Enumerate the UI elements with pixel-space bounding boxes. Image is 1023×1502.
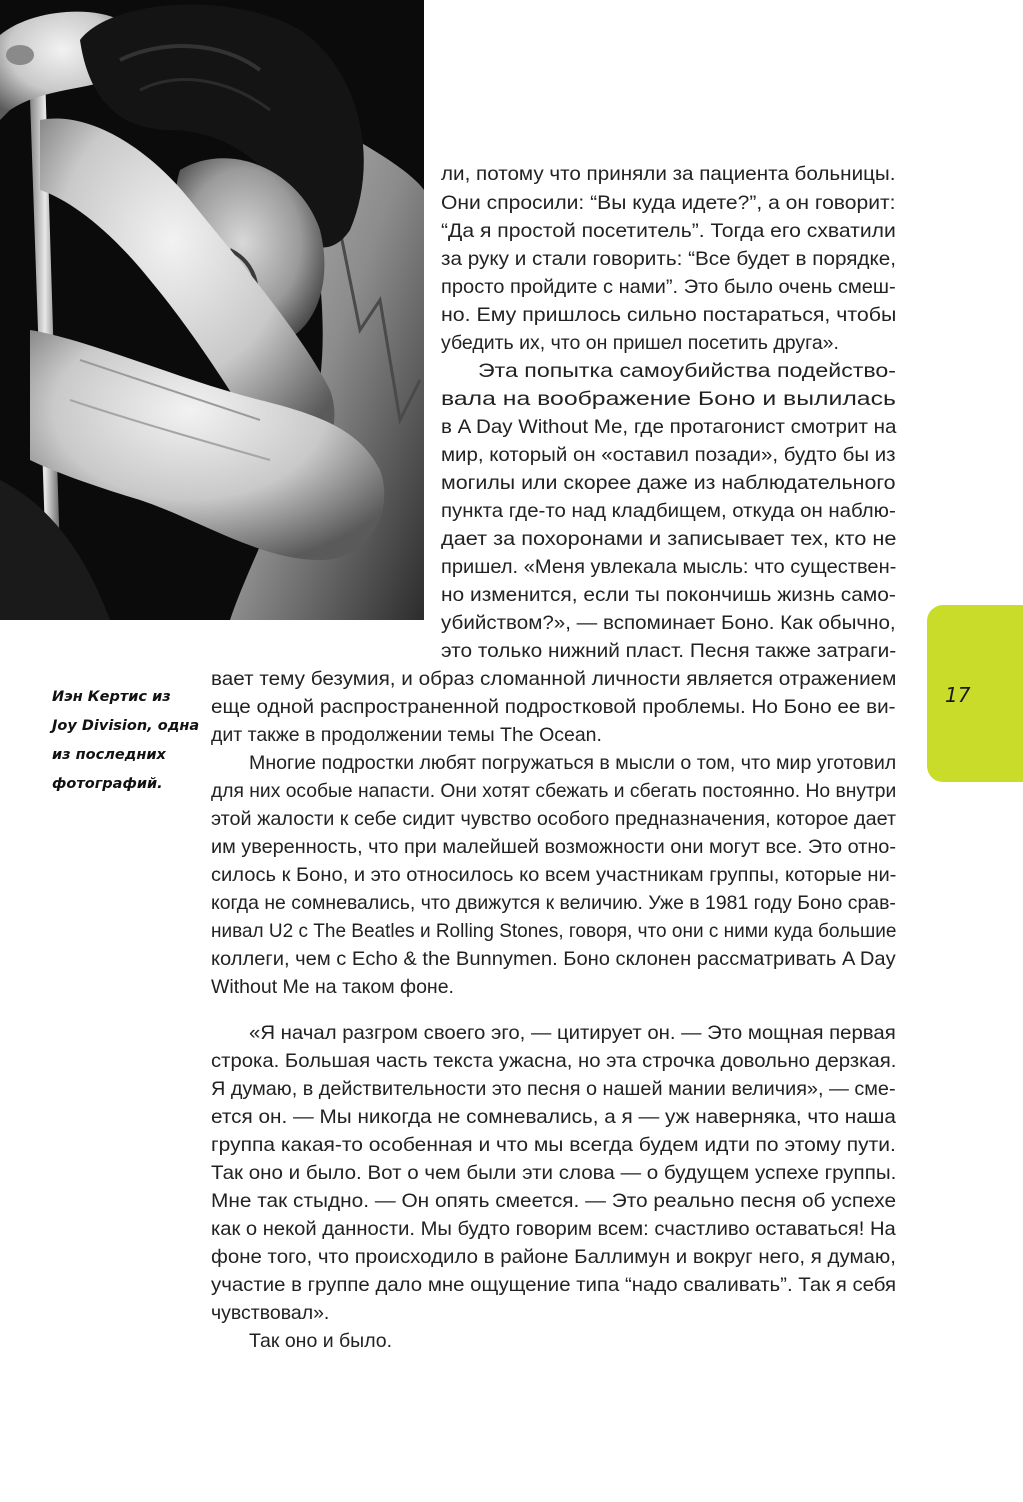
text-line: как о некой данности. Мы будто говорим всем: счастливо оставаться! На: [211, 1218, 896, 1240]
page-number: 17: [945, 683, 971, 707]
text-line: коллеги, чем с Echo & the Bunnymen. Боно склонен рассматривать A Day: [211, 948, 896, 970]
text-line: мир, который он «оставил позади», будто бы из: [441, 444, 896, 466]
caption-line: из последних: [52, 747, 166, 763]
text-line: ется он. — Мы никогда не сомневались, а я — уж наверняка, что наша: [211, 1106, 896, 1128]
text-line: но. Ему пришлось сильно постараться, чтобы: [441, 304, 897, 326]
text-line: убийством?», — вспоминает Боно. Как обычно,: [441, 612, 896, 634]
text-line: участие в группе дало мне ощущение типа “надо сваливать”. Так я себя: [211, 1274, 897, 1296]
text-line: для них особые напасти. Они хотят сбежать и сбегать постоянно. Но внутри: [211, 780, 897, 802]
text-line: вает тему безумия, и образ сломанной личности является отражением: [211, 668, 897, 690]
text-line: Так оно и было. Вот о чем были эти слова — о будущем успехе группы.: [211, 1162, 897, 1184]
text-line: нивал U2 с The Beatles и Rolling Stones, говоря, что они с ними куда большие: [211, 920, 897, 942]
text-line: еще одной распространенной подростковой проблемы. Но Боно ее ви-: [211, 696, 896, 718]
text-line: дит также в продолжении темы The Ocean.: [211, 724, 602, 746]
caption-line: фотографий.: [52, 776, 163, 792]
photo-caption: [52, 683, 212, 799]
text-line: Так оно и было.: [249, 1330, 393, 1352]
ian-curtis-photo: [0, 0, 424, 620]
text-line: пункта где-то над кладбищем, откуда он наблю-: [441, 500, 896, 522]
text-line: «Я начал разгром своего эго, — цитирует он. — Это мощная первая: [249, 1022, 896, 1044]
text-line: это только нижний пласт. Песня также затраги-: [441, 640, 897, 662]
text-line: Я думаю, в действительности это песня о нашей мании величия», — сме-: [211, 1078, 896, 1100]
text-line: но изменится, если ты покончишь жизнь само-: [441, 584, 896, 606]
text-line: Мне так стыдно. — Он опять смеется. — Это реально песня об успехе: [211, 1190, 897, 1212]
text-line: силось к Боно, и это относилось ко всем участникам группы, которые ни-: [211, 864, 897, 886]
text-line: группа какая-то особенная и что мы всегда будем идти по этому пути.: [211, 1134, 896, 1156]
text-line: за руку и стали говорить: “Все будет в порядке,: [441, 248, 897, 270]
text-line: им уверенность, что при малейшей возможности они могут все. Это отно-: [211, 836, 896, 858]
text-line: могилы или скорее даже из наблюдательного: [441, 472, 896, 494]
text-line: когда не сомневались, что движутся к величию. Уже в 1981 году Боно срав-: [211, 892, 896, 914]
text-line: просто пройдите с нами”. Это было очень смеш-: [441, 276, 896, 298]
text-line: строка. Большая часть текста ужасна, но эта строчка довольно дерзкая.: [211, 1050, 897, 1072]
text-line: ли, потому что приняли за пациента больницы.: [441, 163, 896, 185]
text-line: фоне того, что происходило в районе Баллимун и вокруг него, я думаю,: [211, 1246, 896, 1268]
text-line: этой жалости к себе сидит чувство особого предназначения, которое дает: [211, 808, 897, 830]
text-line: чувствовал».: [211, 1302, 330, 1324]
text-line: пришел. «Меня увлекала мысль: что существен-: [441, 556, 897, 578]
text-line: убедить их, что он пришел посетить друга».: [441, 332, 839, 354]
text-line: Многие подростки любят погружаться в мысли о том, что мир уготовил: [249, 752, 897, 774]
text-line: дает за похоронами и записывает тех, кто не: [441, 528, 897, 550]
text-line: Они спросили: “Вы куда идете?”, а он говорит:: [441, 192, 896, 214]
caption-line: Иэн Кертис из: [52, 689, 171, 705]
text-line: “Да я простой посетитель”. Тогда его схватили: [441, 220, 896, 242]
text-line: в A Day Without Me, где протагонист смотрит на: [441, 416, 897, 438]
text-line: вала на воображение Боно и вылилась: [441, 388, 896, 410]
caption-line: Joy Division, одна: [52, 718, 200, 734]
text-line: Without Me на таком фоне.: [211, 976, 454, 998]
text-line: Эта попытка самоубийства подейство-: [478, 360, 897, 382]
